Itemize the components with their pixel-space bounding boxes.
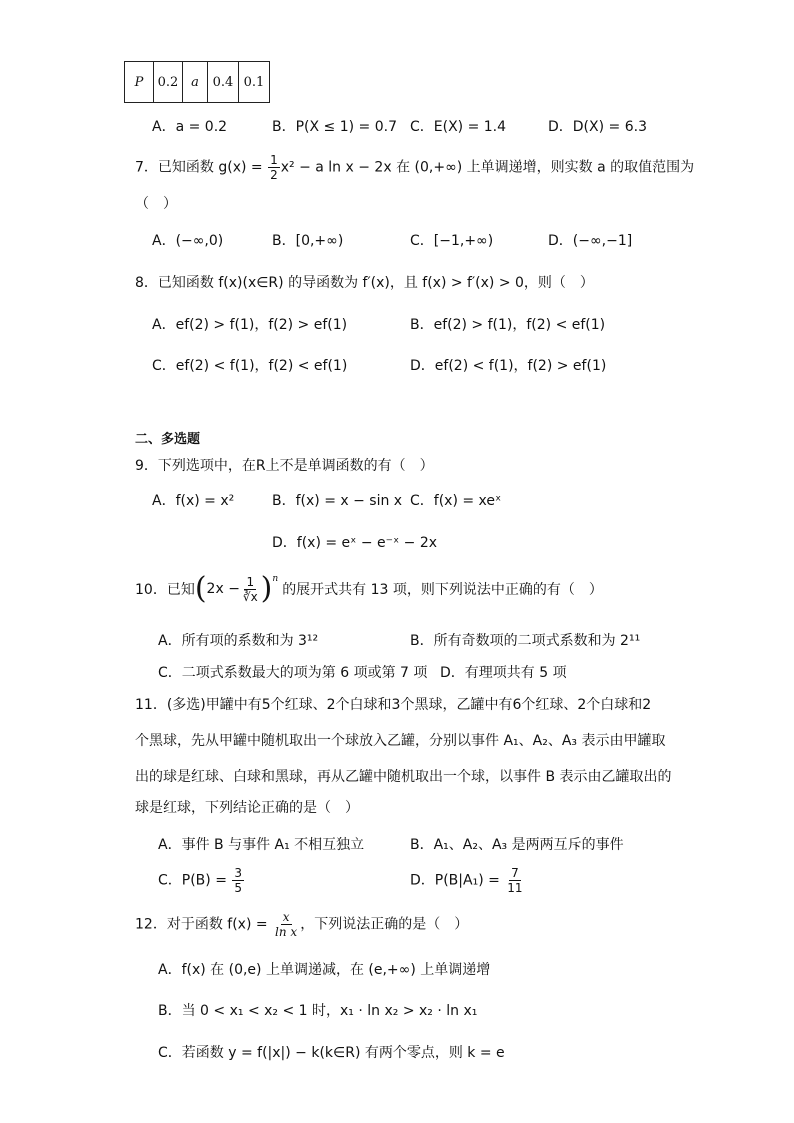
q9-option-d: D．f(x) = eˣ − e⁻ˣ − 2x: [272, 535, 438, 551]
q8-option-a: A．ef(2) > f(1)，f(2) > ef(1): [152, 317, 348, 333]
q7-option-a: A．(−∞,0): [152, 233, 224, 249]
section-title: 二、多选题: [135, 432, 201, 447]
q9-option-c: C．f(x) = xeˣ: [410, 493, 502, 509]
q10-stem-post: 的展开式共有 13 项，则下列说法中正确的有（ ）: [282, 582, 603, 598]
q11-option-c: [158, 866, 245, 895]
q12-option-b: B．当 0 < x₁ < x₂ < 1 时，x₁ · ln x₂ > x₂ · ln x₁: [158, 1003, 478, 1019]
table-cell: P: [125, 62, 154, 103]
q10-option-b: B．所有奇数项的二项式系数和为 2¹¹: [410, 633, 641, 649]
fraction-denominator: ln x: [275, 925, 298, 939]
q10-expr: 2x −: [206, 581, 240, 597]
fraction-denominator: 5: [234, 881, 243, 895]
q8-option-d: D．ef(2) < f(1)，f(2) > ef(1): [410, 358, 607, 374]
q7-answer-paren: （ ）: [135, 196, 177, 212]
q10-option-a: A．所有项的系数和为 3¹²: [158, 633, 319, 649]
q12-stem: [135, 910, 468, 939]
q12-option-c: C．若函数 y = f(|x|) − k(k∈R) 有两个零点，则 k = e: [158, 1045, 505, 1061]
q8-stem: 8．已知函数 f(x)(x∈R) 的导函数为 f′(x)，且 f(x) > f′(x) > 0，则（ ）: [135, 275, 594, 291]
table-cell: 0.4: [208, 62, 239, 103]
q7-stem-mid: x² − a ln x − 2x 在 (0,+∞) 上单调递增，则实数 a 的取值范围为: [280, 159, 695, 176]
fraction-numerator: 1: [246, 574, 255, 589]
fraction-numerator: x: [282, 910, 290, 924]
table-cell: a: [183, 62, 208, 103]
q10-exponent: n: [272, 574, 279, 584]
q6-option-b: B．P(X ≤ 1) = 0.7: [272, 119, 397, 135]
q12-option-a: A．f(x) 在 (0,e) 上单调递减，在 (e,+∞) 上单调递增: [158, 962, 491, 978]
q6-option-d: D．D(X) = 6.3: [548, 119, 647, 135]
q7-stem-pre: 7．已知函数 g(x) =: [135, 159, 268, 176]
q11-option-c-fraction: [232, 866, 244, 895]
fraction-numerator: 7: [511, 866, 519, 880]
table-cell: 0.2: [154, 62, 183, 103]
fraction-denominator: 2: [270, 168, 278, 182]
q9-option-a: A．f(x) = x²: [152, 493, 235, 509]
q11-line-4: 球是红球，下列结论正确的是（ ）: [135, 800, 359, 816]
q7-option-c: C．[−1,+∞): [410, 233, 494, 249]
q6-option-c: C．E(X) = 1.4: [410, 119, 507, 135]
q7-fraction: [268, 153, 280, 182]
fraction-denominator: ∛x: [242, 589, 258, 604]
q11-option-b: B．A₁、A₂、A₃ 是两两互斥的事件: [410, 837, 624, 853]
q12-stem-post: ，下列说法正确的是（ ）: [300, 916, 469, 933]
q7-option-b: B．[0,+∞): [272, 233, 344, 249]
right-paren-icon: ): [260, 571, 273, 606]
q7-stem: [135, 153, 694, 182]
q12-stem-pre: 12．对于函数 f(x) =: [135, 916, 273, 933]
q8-option-b: B．ef(2) > f(1)，f(2) < ef(1): [410, 317, 606, 333]
fraction-denominator: 11: [507, 881, 523, 895]
probability-table: [124, 61, 270, 103]
q10-option-c: C．二项式系数最大的项为第 6 项或第 7 项: [158, 665, 428, 681]
q8-option-c: C．ef(2) < f(1)，f(2) < ef(1): [152, 358, 348, 374]
q10-stem-pre: 10．已知: [135, 582, 195, 598]
q10-option-d: D．有理项共有 5 项: [440, 665, 567, 681]
q11-option-d-pre: D．P(B|A₁) =: [410, 872, 505, 889]
q11-line-1: 11．(多选)甲罐中有5个红球、2个白球和3个黑球，乙罐中有6个红球、2个白球和2: [135, 697, 652, 713]
q10-fraction: [241, 575, 260, 604]
q11-line-3: 出的球是红球、白球和黑球，再从乙罐中随机取出一个球，以事件 B 表示由乙罐取出的: [135, 769, 672, 785]
q11-line-2: 个黑球，先从甲罐中随机取出一个球放入乙罐，分别以事件 A₁、A₂、A₃ 表示由甲罐取: [135, 733, 666, 749]
q11-option-d-fraction: [505, 866, 524, 895]
q6-option-a: A．a = 0.2: [152, 119, 228, 135]
fraction-numerator: 3: [234, 866, 243, 880]
q10-stem: [135, 571, 603, 606]
q9-stem: 9．下列选项中，在R上不是单调函数的有（ ）: [135, 458, 434, 474]
q11-option-c-pre: C．P(B) =: [158, 872, 232, 889]
q7-option-d: D．(−∞,−1]: [548, 233, 633, 249]
q11-option-d: [410, 866, 526, 895]
table-row: [125, 62, 270, 103]
table-cell: 0.1: [239, 62, 270, 103]
left-paren-icon: (: [194, 571, 207, 606]
q11-option-a: A．事件 B 与事件 A₁ 不相互独立: [158, 837, 365, 853]
fraction-numerator: 1: [270, 153, 278, 167]
q9-option-b: B．f(x) = x − sin x: [272, 493, 403, 509]
q12-fraction: [273, 910, 299, 939]
